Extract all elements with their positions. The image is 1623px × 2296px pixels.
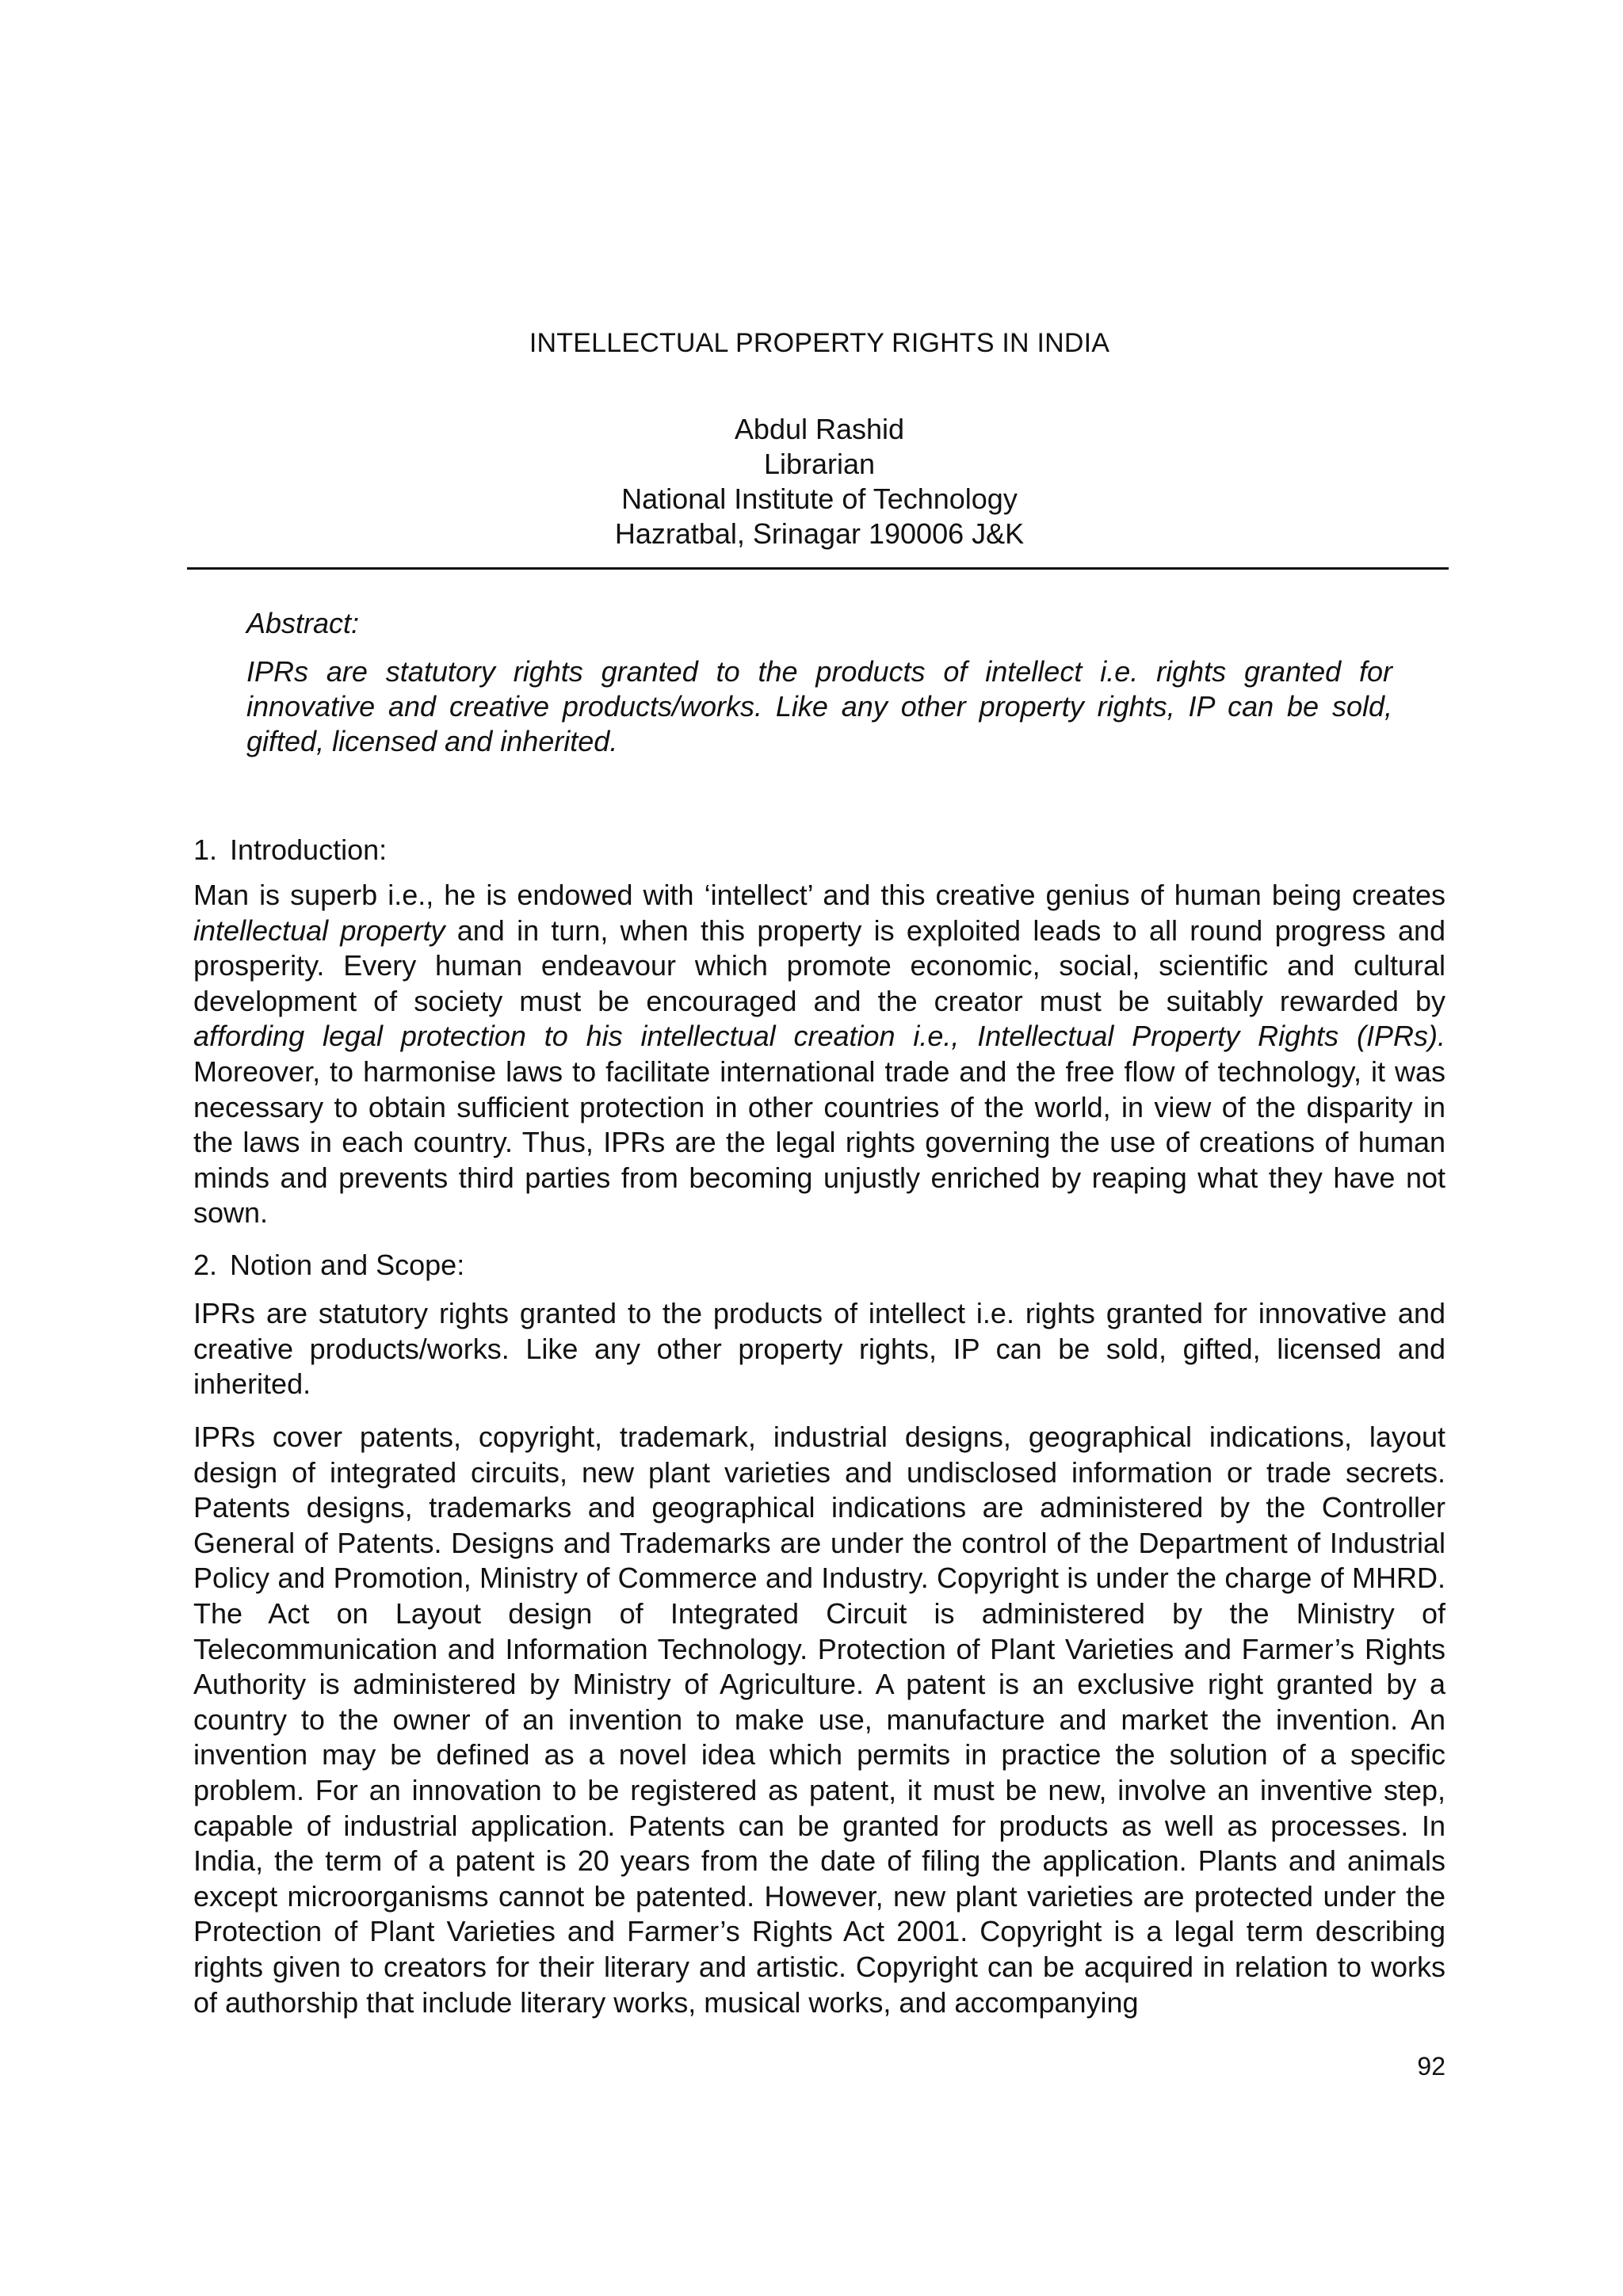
emphasis-text: affording legal protection to his intellectual creation i.e., Intellectual Property Rights (IPRs).: [193, 1020, 1445, 1053]
notion-paragraph-1: IPRs are statutory rights granted to the products of intellect i.e. rights granted for innovative and creative products/works. Like any other property rights, IP can be sold, gifted, licensed and inherited.: [193, 1297, 1445, 1401]
author-name: Abdul Rashid: [734, 413, 905, 445]
emphasis-text: intellectual property: [193, 913, 445, 947]
section-title: Notion and Scope:: [230, 1249, 465, 1281]
section-number: 2.: [193, 1249, 218, 1281]
abstract-heading: Abstract:: [246, 607, 360, 639]
author-designation: Librarian: [763, 448, 876, 480]
page-number: 92: [1417, 2052, 1445, 2081]
section-heading-introduction: [193, 833, 387, 867]
paragraph-text: and in turn, when this property is exploited leads to all round progress and prosperity. Every human endeavour which promote economic, social, scientific and cultural development of society must be encouraged and the creator must be suitably rewarded by: [193, 913, 1446, 1017]
paper-title: INTELLECTUAL PROPERTY RIGHTS IN INDIA: [529, 328, 1110, 358]
section-number: 1.: [193, 833, 218, 866]
header-divider: [187, 567, 1449, 570]
author-block: [0, 412, 1623, 551]
notion-paragraph-2: IPRs cover patents, copyright, trademark, industrial designs, geographical indications, layout design of integrated circuits, new plant varieties and undisclosed information or trade secrets. Patents designs, trademarks and geographical indications are administered by the Controller General of Patents. Designs and Trademarks are under the control of the Department of Industrial Policy and Promotion, Ministry of Commerce and Industry. Copyright is under the charge of MHRD. The Act on Layout design of Integrated Circuit is administered by the Ministry of Telecommunication and Information Technology. Protection of Plant Varieties and Farmer’s Rights Authority is administered by Ministry of Agriculture. A patent is an exclusive right granted by a country to the owner of an invention to make use, manufacture and market the invention. An invention may be defined as a novel idea which permits in practice the solution of a specific problem. For an innovation to be registered as patent, it must be new, involve an inventive step, capable of industrial application. Patents can be granted for products as well as processes. In India, the term of a patent is 20 years from the date of filing the application. Plants and animals except microorganisms cannot be patented. However, new plant varieties are protected under the Protection of Plant Varieties and Farmer’s Rights Act 2001. Copyright is a legal term describing rights given to creators for their literary and artistic. Copyright can be acquired in relation to works of authorship that include literary works, musical works, and accompanying: [193, 1421, 1445, 2019]
abstract-text: IPRs are statutory rights granted to the products of intellect i.e. rights granted for innovative and creative products/works. Like any other property rights, IP can be sold, gifted, licensed and inherited.: [246, 655, 1392, 757]
section-heading-notion-scope: [193, 1249, 464, 1282]
introduction-paragraph: [193, 878, 1445, 1231]
author-institution: National Institute of Technology: [621, 482, 1018, 515]
author-address: Hazratbal, Srinagar 190006 J&K: [614, 517, 1025, 550]
section-title: Introduction:: [230, 833, 388, 866]
paragraph-text: Moreover, to harmonise laws to facilitate international trade and the free flow of technology, it was necessary to obtain sufficient protection in other countries of the world, in view of the disparity in the laws in each country. Thus, IPRs are the legal rights governing the use of creations of human minds and prevents third parties from becoming unjustly enriched by reaping what they have not sown.: [193, 1055, 1445, 1230]
paragraph-text: Man is superb i.e., he is endowed with ‘intellect’ and this creative genius of human being creates: [193, 879, 1445, 911]
